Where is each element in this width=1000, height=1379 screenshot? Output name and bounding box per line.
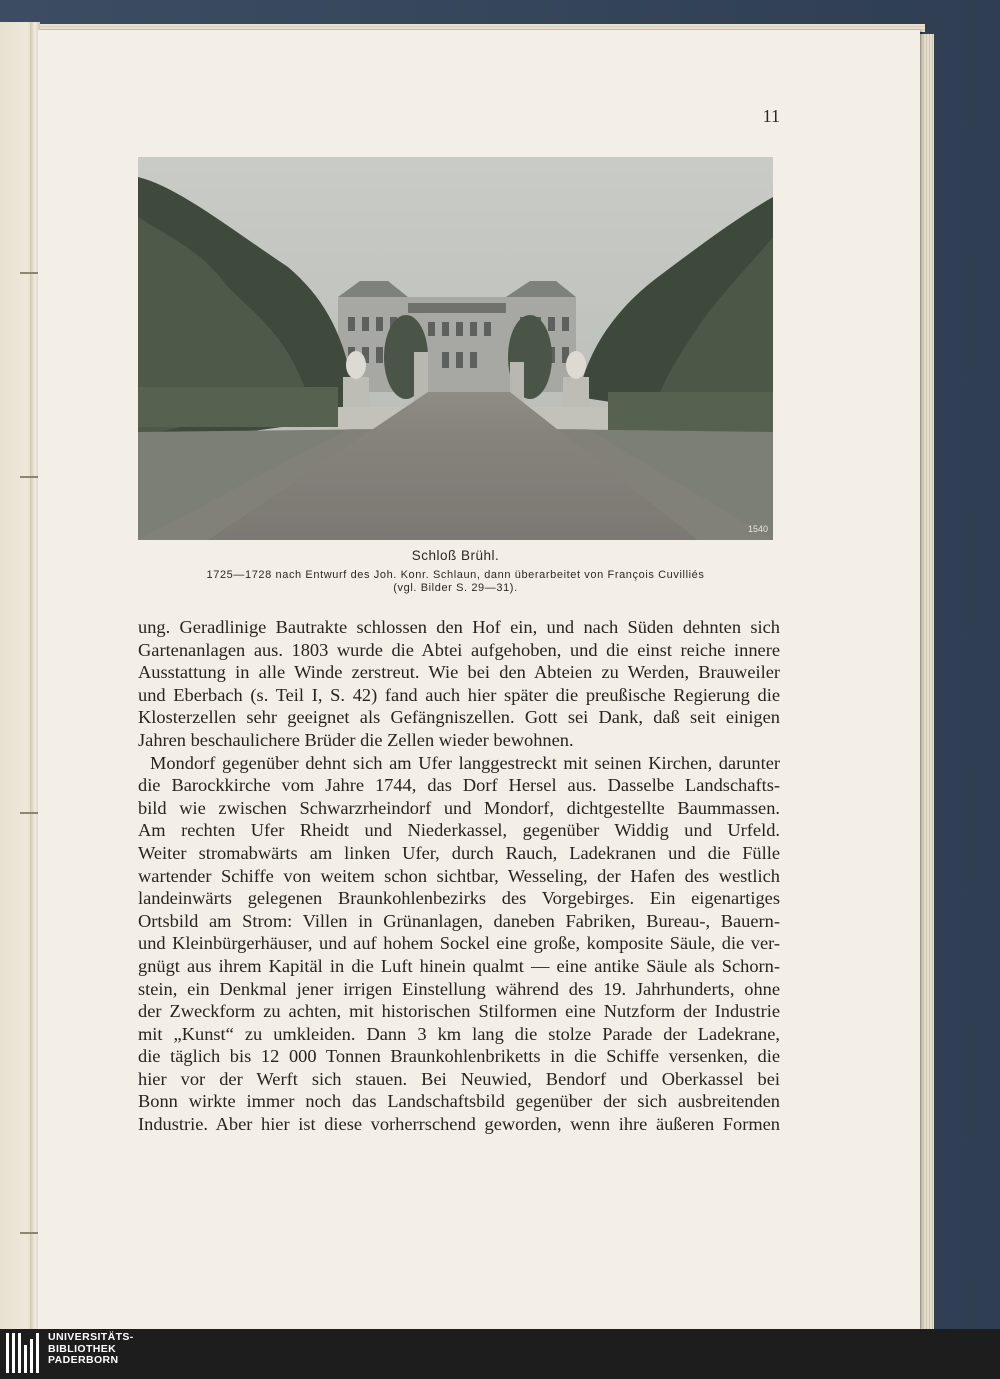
figure-caption-line: (vgl. Bilder S. 29—31). [393, 582, 518, 594]
castle-photograph [138, 157, 773, 540]
text-line: die Barockkirche vom Jahre 1744, das Dorf Hersel aus. Dasselbe Landschafts- [138, 775, 780, 796]
page-stack-right [918, 34, 934, 1329]
text-line: Jahren beschaulichere Brüder die Zellen wieder bewohnen. [138, 729, 574, 750]
text-line: Gartenanlagen aus. 1803 wurde die Abtei aufgehoben, und die einst reiche innere [138, 639, 780, 660]
library-name-line: PADERBORN [48, 1354, 119, 1366]
library-logo-icon [6, 1333, 42, 1373]
page-number: 11 [762, 106, 780, 126]
body-text [138, 616, 780, 1136]
text-line: und Eberbach (s. Teil I, S. 42) fand auch hier später die preußische Regierung die [138, 684, 780, 705]
text-line: mit „Kunst“ zu umkleiden. Dann 3 km lang die stolze Parade der Ladekrane, [138, 1023, 780, 1044]
text-line: hier vor der Werft sich stauen. Bei Neuwied, Bendorf und Oberkassel bei [138, 1068, 780, 1089]
photo-plate-mark: 1540 [748, 524, 769, 534]
library-footer-bar [0, 1329, 1000, 1379]
text-line: der Zweckform zu achten, mit historischen Stilformen eine Nutzform der Industrie [138, 1001, 780, 1022]
text-line: ung. Geradlinige Bautrakte schlossen den Hof ein, und nach Süden dehnten sich [138, 617, 780, 637]
figure-caption-line: 1725—1728 nach Entwurf des Joh. Konr. Schlaun, dann überarbeitet von François Cuvilliés [206, 569, 705, 581]
text-line: Bonn wirkte immer noch das Landschaftsbild gegenüber der sich ausbreitenden [138, 1091, 780, 1112]
text-line: Ortsbild am Strom: Villen in Grünanlagen, daneben Fabriken, Bureau-, Bauern- [138, 910, 780, 931]
library-name-line: BIBLIOTHEK [48, 1342, 117, 1355]
text-line: Am rechten Ufer Rheidt und Niederkassel, gegenüber Widdig und Urfeld. [138, 820, 780, 841]
text-line: die täglich bis 12 000 Tonnen Braunkohlenbriketts in die Schiffe versenken, die [138, 1046, 780, 1067]
text-line: landeinwärts gelegenen Braunkohlenbezirks des Vorgebirges. Ein eigenartiges [138, 888, 780, 909]
text-line: Klosterzellen sehr geeignet als Gefängniszellen. Gott sei Dank, daß seit einigen [138, 707, 780, 728]
text-line: Weiter stromabwärts am linken Ufer, durch Rauch, Ladekranen und die Fülle [138, 842, 780, 863]
library-name [48, 1332, 134, 1367]
text-line: Industrie. Aber hier ist diese vorherrschend geworden, wenn ihre äußeren Formen [138, 1114, 780, 1135]
figure-title: Schloß Brühl. [411, 548, 500, 563]
text-line: wartender Schiffe von weitem schon sichtbar, Wesseling, der Hafen des westlich [138, 865, 780, 886]
text-line: Mondorf gegenüber dehnt sich am Ufer langgestreckt mit seinen Kirchen, darunter [150, 752, 780, 773]
text-line: bild wie zwischen Schwarzrheindorf und Mondorf, dichtgestellte Baummassen. [138, 797, 780, 818]
text-line: Ausstattung in alle Winde zerstreut. Wie bei den Abteien zu Werden, Brauweiler [138, 662, 780, 683]
text-line: und Kleinbürgerhäuser, und auf hohem Sockel eine große, komposite Säule, die ver- [138, 933, 780, 954]
library-name-line: UNIVERSITÄTS- [48, 1331, 134, 1343]
text-line: gnügt aus ihrem Kapitäl in die Luft hinein qualmt — eine antike Säule als Schorn- [138, 955, 780, 976]
text-line: stein, ein Denkmal jener irrigen Einstellung während des 19. Jahrhunderts, ohne [138, 978, 780, 999]
